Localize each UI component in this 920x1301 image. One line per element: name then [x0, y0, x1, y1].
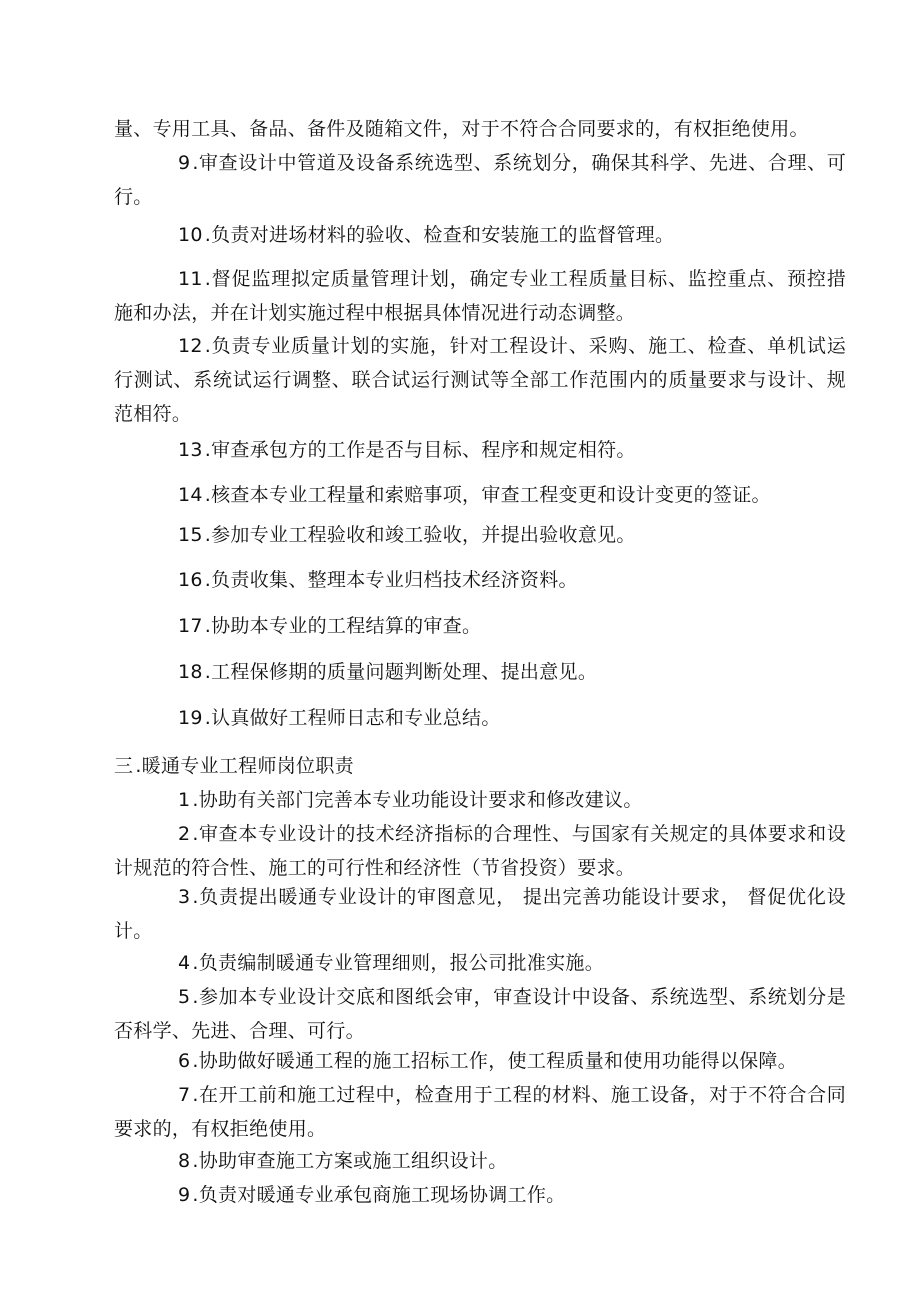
- item-number: 4: [178, 952, 191, 974]
- list-item-17: [114, 609, 846, 643]
- item-text: .认真做好工程师日志和专业总结。: [204, 707, 501, 729]
- list-item-1: [114, 783, 846, 817]
- item-text: .核查本专业工程量和索赔事项，审查工程变更和设计变更的签证。: [204, 484, 771, 506]
- item-text: .工程保修期的质量问题判断处理、提出意见。: [204, 661, 598, 683]
- list-item-13: [114, 433, 846, 467]
- item-text: .督促监理拟定质量管理计划，确定专业工程质量目标、监控重点、预控措施和办法，并在计划实施过程中根据具体情况进行动态调整。: [114, 268, 846, 324]
- item-number: 11: [178, 268, 203, 290]
- item-number: 19: [178, 707, 203, 729]
- list-item-15: [114, 518, 846, 552]
- section-number: 三: [114, 755, 134, 777]
- item-number: 7: [178, 1084, 191, 1106]
- list-item-6: [114, 1044, 846, 1078]
- list-item-12: [114, 329, 846, 431]
- list-item-16: [114, 563, 846, 597]
- list-item-5: [114, 980, 846, 1048]
- item-text: .参加本专业设计交底和图纸会审，审查设计中设备、系统选型、系统划分是否科学、先进、合理、可行。: [114, 986, 846, 1042]
- item-text: .负责提出暖通专业设计的审图意见， 提出完善功能设计要求， 督促优化设计。: [114, 886, 846, 942]
- item-number: 14: [178, 484, 203, 506]
- list-item-2: [114, 817, 846, 885]
- item-number: 8: [178, 1150, 191, 1172]
- paragraph-text: 量、专用工具、备品、备件及随箱文件，对于不符合合同要求的，有权拒绝使用。: [114, 118, 809, 140]
- item-number: 9: [178, 1184, 191, 1206]
- list-item-9: [114, 146, 846, 214]
- item-number: 13: [178, 439, 203, 461]
- item-text: .负责收集、整理本专业归档技术经济资料。: [204, 569, 578, 591]
- list-item-18: [114, 655, 846, 689]
- item-text: .负责对进场材料的验收、检查和安装施工的监督管理。: [204, 224, 675, 246]
- list-item-9-hvac: [114, 1178, 846, 1212]
- list-item-14: [114, 478, 846, 512]
- item-text: .负责编制暖通专业管理细则，报公司批准实施。: [192, 952, 605, 974]
- list-item-3: [114, 880, 846, 948]
- item-number: 17: [178, 615, 203, 637]
- item-number: 16: [178, 569, 203, 591]
- item-number: 6: [178, 1050, 191, 1072]
- item-text: .在开工前和施工过程中，检查用于工程的材料、施工设备，对于不符合合同要求的，有权拒绝使用。: [114, 1084, 846, 1140]
- item-text: .协助本专业的工程结算的审查。: [204, 615, 482, 637]
- list-item-7: [114, 1078, 846, 1146]
- list-item-10: [114, 218, 846, 252]
- item-text: .负责对暖通专业承包商施工现场协调工作。: [192, 1184, 566, 1206]
- item-number: 2: [178, 823, 191, 845]
- item-number: 10: [178, 224, 203, 246]
- list-item-8: [114, 1144, 846, 1178]
- item-text: .审查设计中管道及设备系统选型、系统划分，确保其科学、先进、合理、可行。: [114, 152, 846, 208]
- item-text: .协助做好暖通工程的施工招标工作，使工程质量和使用功能得以保障。: [192, 1050, 798, 1072]
- item-text: .负责专业质量计划的实施，针对工程设计、采购、施工、检查、单机试运行测试、系统试运行调整、联合试运行测试等全部工作范围内的质量要求与设计、规范相符。: [114, 335, 846, 425]
- item-number: 12: [178, 335, 203, 357]
- item-text: .协助审查施工方案或施工组织设计。: [192, 1150, 508, 1172]
- list-item-4: [114, 946, 846, 980]
- item-text: .参加专业工程验收和竣工验收，并提出验收意见。: [204, 524, 636, 546]
- item-text: .审查承包方的工作是否与目标、程序和规定相符。: [204, 439, 636, 461]
- item-number: 15: [178, 524, 203, 546]
- section-title: .暖通专业工程师岗位职责: [135, 755, 354, 777]
- item-number: 3: [178, 886, 191, 908]
- item-number: 1: [178, 789, 191, 811]
- section-heading: [114, 749, 846, 783]
- item-number: 5: [178, 986, 191, 1008]
- list-item-19: [114, 701, 846, 735]
- item-number: 9: [178, 152, 191, 174]
- paragraph-continuation: [114, 112, 846, 146]
- list-item-11: [114, 262, 846, 330]
- item-text: .协助有关部门完善本专业功能设计要求和修改建议。: [192, 789, 643, 811]
- item-number: 18: [178, 661, 203, 683]
- item-text: .审查本专业设计的技术经济指标的合理性、与国家有关规定的具体要求和设计规范的符合性、施工的可行性和经济性（节省投资）要求。: [114, 823, 846, 879]
